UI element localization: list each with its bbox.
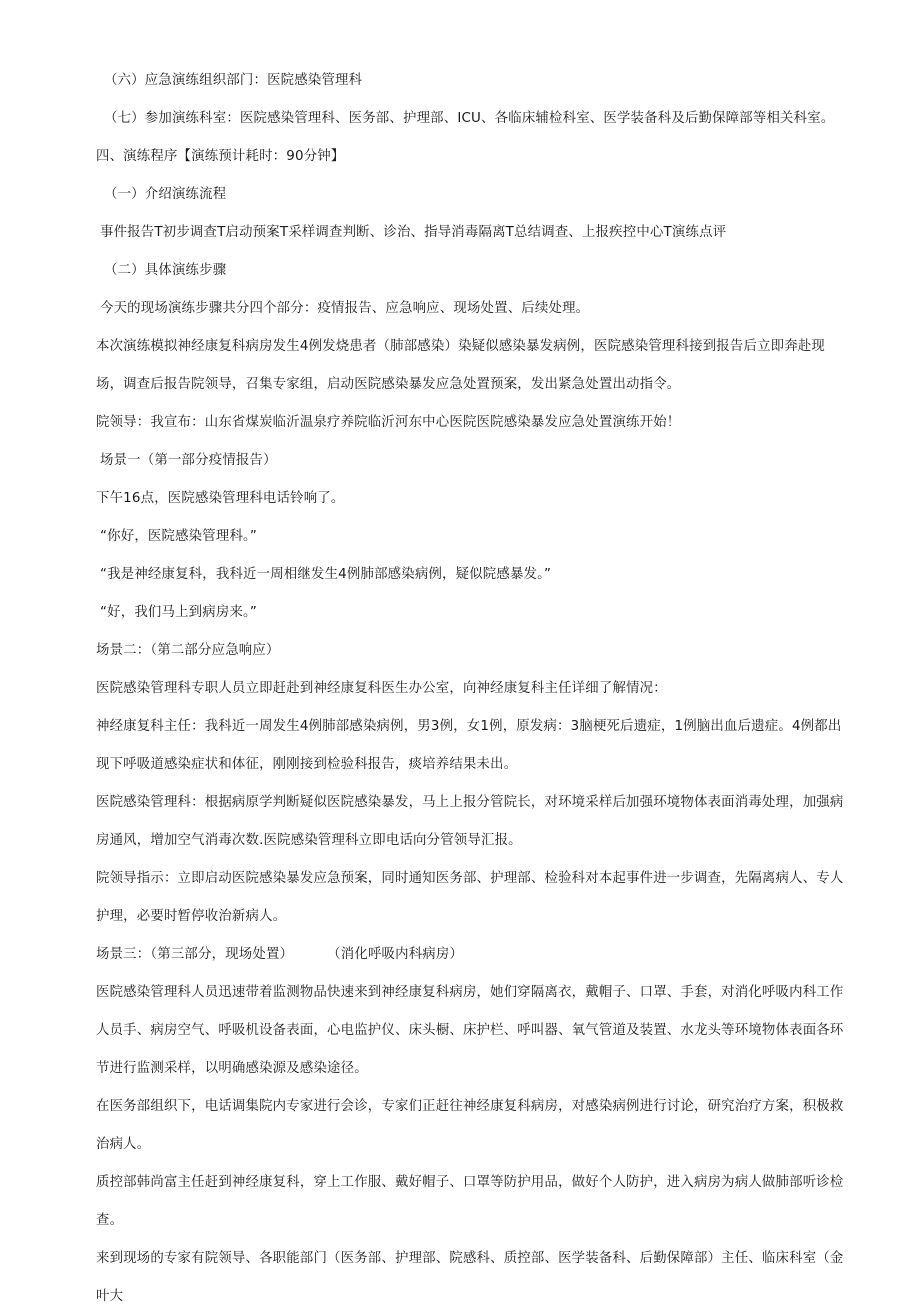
paragraph-dialog-hello: “你好，医院感染管理科。”: [100, 529, 258, 544]
paragraph-leader-announcement: 院领导：我宣布：山东省煤炭临沂温泉疗养院临沂河东中心医院医院感染暴发应急处置演练开始！: [96, 415, 681, 430]
section-heading-drill-procedure: 四、演练程序【演练预计耗时：90分钟】: [96, 149, 345, 164]
paragraph-scenario-summary: 本次演练模拟神经康复科病房发生4例发烧患者（肺部感染）染疑似感染暴发病例，医院感染管理科接到报告后立即奔赴现场，调查后报告院领导，召集专家组，启动医院感染暴发应急处置预案，发出紧急处置出动指令。: [96, 339, 826, 392]
paragraph-org-department: （六）应急演练组织部门：医院感染管理科: [104, 73, 363, 88]
paragraph-sampling: 医院感染管理科人员迅速带着监测物品快速来到神经康复科病房，她们穿隔离衣，戴帽子、口罩、手套，对消化呼吸内科工作人员手、病房空气、呼吸机设备表面，心电监护仪、床头橱、床护栏、呼叫器、氧气管道及装置、水龙头等环境物体表面各环节进行监测采样，以明确感染源及感染途径。: [96, 985, 844, 1076]
paragraph-quality-control: 质控部韩尚富主任赶到神经康复科，穿上工作服、戴好帽子、口罩等防护用品，做好个人防护，进入病房为病人做肺部听诊检查。: [96, 1175, 844, 1228]
paragraph-infection-dept-judgment: 医院感染管理科：根据病原学判断疑似医院感染暴发，马上上报分管院长，对环境采样后加强环境物体表面消毒处理，加强病房通风，增加空气消毒次数.医院感染管理科立即电话向分管领导汇报。: [96, 795, 844, 848]
paragraph-expert-consultation: 在医务部组织下，电话调集院内专家进行会诊，专家们正赶往神经康复科病房，对感染病例进行讨论，研究治疗方案，积极救治病人。: [96, 1099, 844, 1152]
paragraph-dialog-report: “我是神经康复科，我科近一周相继发生4例肺部感染病例，疑似院感暴发。”: [100, 567, 552, 582]
paragraph-dialog-reply: “好，我们马上到病房来。”: [100, 605, 258, 620]
paragraph-specific-steps: （二）具体演练步骤: [104, 263, 227, 278]
paragraph-director-report: 神经康复科主任：我科近一周发生4例肺部感染病例，男3例，女1例，原发病：3脑梗死后遗症，1例脑出血后遗症。4例都出现下呼吸道感染症状和体征，刚刚接到检验科报告，痰培养结果未出。: [96, 719, 842, 772]
paragraph-phone-rings: 下午16点，医院感染管理科电话铃响了。: [96, 491, 345, 506]
scene-three-label: 场景三：（第三部分，现场处置）: [96, 947, 294, 962]
paragraph-scene-two: 场景二：（第二部分应急响应）: [96, 643, 280, 658]
paragraph-participating-departments: （七）参加演练科室：医院感染管理科、医务部、护理部、ICU、各临床辅检科室、医学装备科及后勤保障部等相关科室。: [104, 111, 835, 126]
paragraph-four-parts: 今天的现场演练步骤共分四个部分：疫情报告、应急响应、现场处置、后续处理。: [100, 301, 590, 316]
paragraph-intro-process: （一）介绍演练流程: [104, 187, 227, 202]
scene-three-location: （消化呼吸内科病房）: [327, 947, 464, 962]
paragraph-experts-on-site: 来到现场的专家有院领导、各职能部门（医务部、护理部、院感科、质控部、医学装备科、后勤保障部）主任、临床科室（金叶大: [96, 1251, 844, 1304]
paragraph-scene-one: 场景一（第一部分疫情报告）: [100, 453, 277, 468]
paragraph-process-flow: 事件报告T初步调查T启动预案T采样调查判断、诊治、指导消毒隔离T总结调查、上报疾控中心T演练点评: [100, 225, 727, 240]
paragraph-leader-instruction: 院领导指示：立即启动医院感染暴发应急预案，同时通知医务部、护理部、检验科对本起事件进一步调查，先隔离病人、专人护理，必要时暂停收治新病人。: [96, 871, 844, 924]
paragraph-scene-three: [0, 936, 920, 974]
paragraph-staff-arrive: 医院感染管理科专职人员立即赶赴到神经康复科医生办公室，向神经康复科主任详细了解情况：: [96, 681, 667, 696]
